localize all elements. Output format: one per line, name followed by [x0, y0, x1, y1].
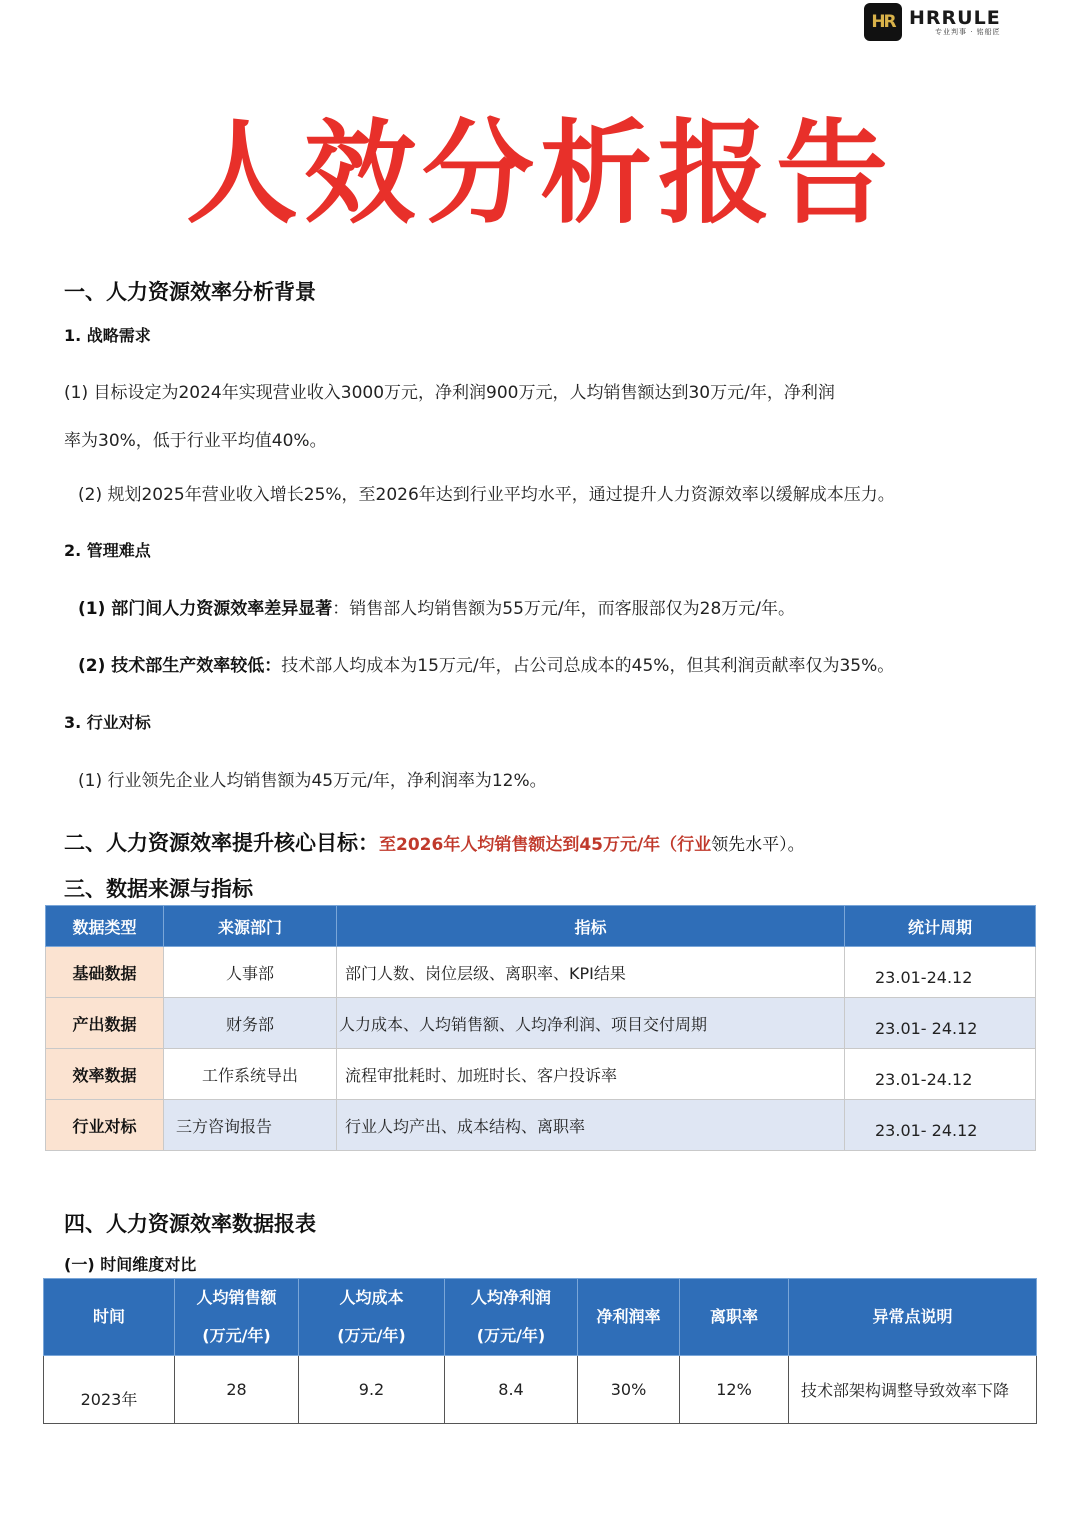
- cell-cost: 9.2: [299, 1356, 445, 1424]
- difficulty-point-2-text: 技术部人均成本为15万元/年，占公司总成本的45%，但其利润贡献率仅为35%。: [281, 656, 895, 676]
- cell-profit: 8.4: [445, 1356, 578, 1424]
- row-source: 人事部: [164, 947, 337, 998]
- row-indicator: 部门人数、岗位层级、离职率、KPI结果: [337, 947, 845, 998]
- brand-logo: [864, 2, 1020, 42]
- col-header-cost: [299, 1279, 445, 1356]
- col-header-time: 时间: [44, 1279, 175, 1356]
- row-type: 行业对标: [46, 1100, 164, 1151]
- section4-heading: 四、人力资源效率数据报表: [64, 1212, 316, 1236]
- table-row: [46, 998, 1036, 1049]
- cell-sales: 28: [175, 1356, 299, 1424]
- time-comparison-subheading: (一) 时间维度对比: [64, 1255, 197, 1274]
- col-header-cost-line2: (万元/年): [337, 1326, 406, 1345]
- col-header-indicator: 指标: [337, 906, 845, 947]
- row-type: 效率数据: [46, 1049, 164, 1100]
- benchmark-point-1: (1) 行业领先企业人均销售额为45万元/年，净利润率为12%。: [78, 771, 547, 791]
- strategy-subheading: 1. 战略需求: [64, 326, 151, 345]
- col-header-cost-line1: 人均成本: [339, 1288, 404, 1307]
- table-row: [46, 1100, 1036, 1151]
- table-header-row: [46, 906, 1036, 947]
- section2-heading: [64, 827, 805, 857]
- report-title: 人效分析报告: [186, 109, 894, 239]
- col-header-profit: [445, 1279, 578, 1356]
- col-header-note: 异常点说明: [789, 1279, 1037, 1356]
- core-goal-highlight: 至2026年人均销售额达到45万元/年（行业: [379, 835, 712, 855]
- row-period: 23.01-24.12: [845, 1049, 1036, 1100]
- strategy-point-1-line1: (1) 目标设定为2024年实现营业收入3000万元，净利润900万元，人均销售额达到30万元/年，净利润: [64, 383, 835, 403]
- row-period: 23.01- 24.12: [845, 1100, 1036, 1151]
- strategy-point-1-line2: 率为30%，低于行业平均值40%。: [64, 431, 327, 451]
- section3-heading: 三、数据来源与指标: [64, 877, 253, 901]
- col-header-sales-line2: (万元/年): [202, 1326, 271, 1345]
- section2-heading-text: 二、人力资源效率提升核心目标：: [64, 831, 379, 855]
- col-header-turnover: 离职率: [680, 1279, 789, 1356]
- logo-mark-icon: HR: [864, 3, 902, 41]
- core-goal-tail: 领先水平）。: [711, 835, 805, 855]
- logo-tagline: 专业判事 · 铭船匠: [935, 27, 1001, 36]
- col-header-period: 统计周期: [845, 906, 1036, 947]
- difficulty-subheading: 2. 管理难点: [64, 541, 151, 560]
- table-row: [44, 1356, 1037, 1424]
- logo-wordmark: HRRULE: [909, 6, 1001, 29]
- difficulty-point-1: [78, 594, 795, 619]
- strategy-point-2: (2) 规划2025年营业收入增长25%，至2026年达到行业平均水平，通过提升人力资源效率以缓解成本压力。: [78, 485, 895, 505]
- section1-heading: 一、人力资源效率分析背景: [64, 280, 316, 304]
- table-row: [46, 1049, 1036, 1100]
- difficulty-point-1-title: (1) 部门间人力资源效率差异显著: [78, 599, 333, 619]
- table-row: [46, 947, 1036, 998]
- col-header-margin: 净利润率: [578, 1279, 680, 1356]
- difficulty-point-1-text: ：销售部人均销售额为55万元/年，而客服部仅为28万元/年。: [332, 599, 796, 619]
- data-source-table: [45, 905, 1036, 1151]
- row-type: 基础数据: [46, 947, 164, 998]
- col-header-profit-line1: 人均净利润: [470, 1288, 551, 1307]
- row-source: 财务部: [164, 998, 337, 1049]
- row-type: 产出数据: [46, 998, 164, 1049]
- row-indicator: 流程审批耗时、加班时长、客户投诉率: [337, 1049, 845, 1100]
- col-header-sales-line1: 人均销售额: [196, 1288, 277, 1307]
- row-source: 三方咨询报告: [164, 1100, 337, 1151]
- row-source: 工作系统导出: [164, 1049, 337, 1100]
- difficulty-point-2-title: (2) 技术部生产效率较低：: [78, 656, 282, 676]
- cell-time: 2023年: [44, 1356, 175, 1424]
- col-header-profit-line2: (万元/年): [476, 1326, 546, 1345]
- table-header-row: [44, 1279, 1037, 1356]
- difficulty-point-2: [78, 651, 894, 676]
- efficiency-report-table: [43, 1278, 1037, 1424]
- row-period: 23.01- 24.12: [845, 998, 1036, 1049]
- row-period: 23.01-24.12: [845, 947, 1036, 998]
- col-header-source: 来源部门: [164, 906, 337, 947]
- cell-note: 技术部架构调整导致效率下降: [789, 1356, 1037, 1424]
- cell-turnover: 12%: [680, 1356, 789, 1424]
- row-indicator: 行业人均产出、成本结构、离职率: [337, 1100, 845, 1151]
- col-header-type: 数据类型: [46, 906, 164, 947]
- col-header-sales: [175, 1279, 299, 1356]
- benchmark-subheading: 3. 行业对标: [64, 713, 151, 732]
- cell-margin: 30%: [578, 1356, 680, 1424]
- row-indicator: 人力成本、人均销售额、人均净利润、项目交付周期: [337, 998, 845, 1049]
